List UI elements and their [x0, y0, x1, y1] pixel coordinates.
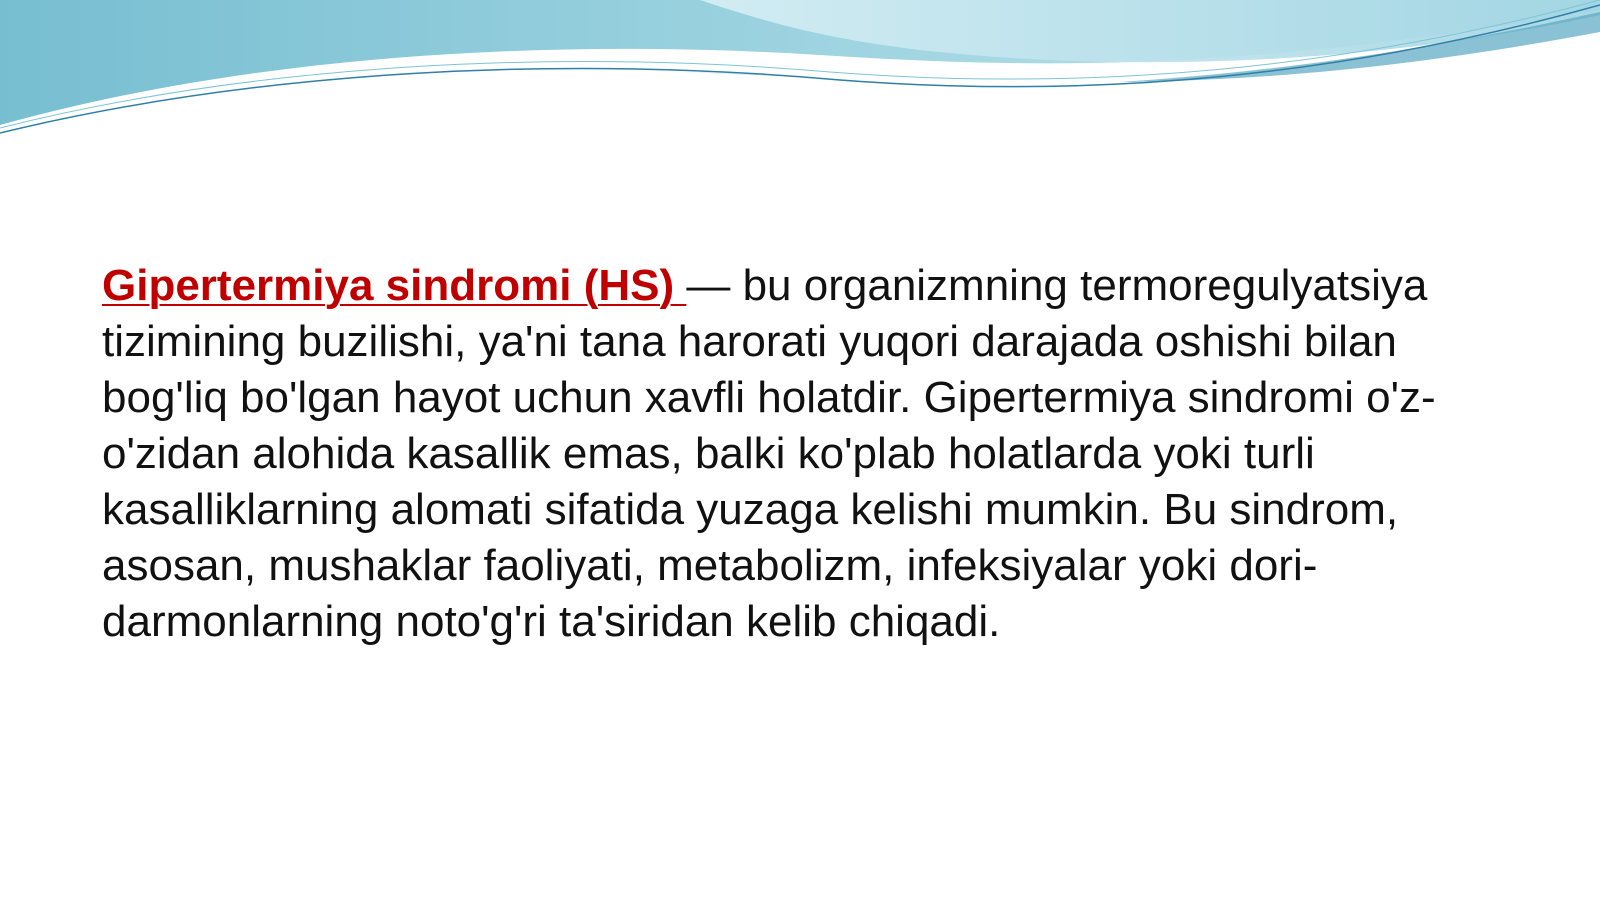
paragraph-line-2: tizimining buzilishi, ya'ni tana harorati yuqori darajada oshishi bilan: [102, 317, 1397, 366]
paragraph-line-4: o'zidan alohida kasallik emas, balki ko'plab holatlarda yoki turli: [102, 429, 1315, 478]
line-1-text: — bu organizmning termoregulyatsiya: [686, 261, 1428, 310]
paragraph-line-6: asosan, mushaklar faoliyati, metabolizm, infeksiyalar yoki dori-: [102, 541, 1318, 590]
paragraph-line-3: bog'liq bo'lgan hayot uchun xavfli holatdir. Gipertermiya sindromi o'z-: [102, 373, 1436, 422]
term-heading: Gipertermiya sindromi (HS): [102, 261, 687, 310]
definition-paragraph: [102, 258, 1522, 650]
paragraph-line-1: [102, 258, 1522, 314]
paragraph-line-7: darmonlarning noto'g'ri ta'siridan kelib chiqadi.: [102, 597, 1001, 646]
decorative-wave-header: [0, 0, 1600, 160]
paragraph-line-5: kasalliklarning alomati sifatida yuzaga kelishi mumkin. Bu sindrom,: [102, 485, 1399, 534]
